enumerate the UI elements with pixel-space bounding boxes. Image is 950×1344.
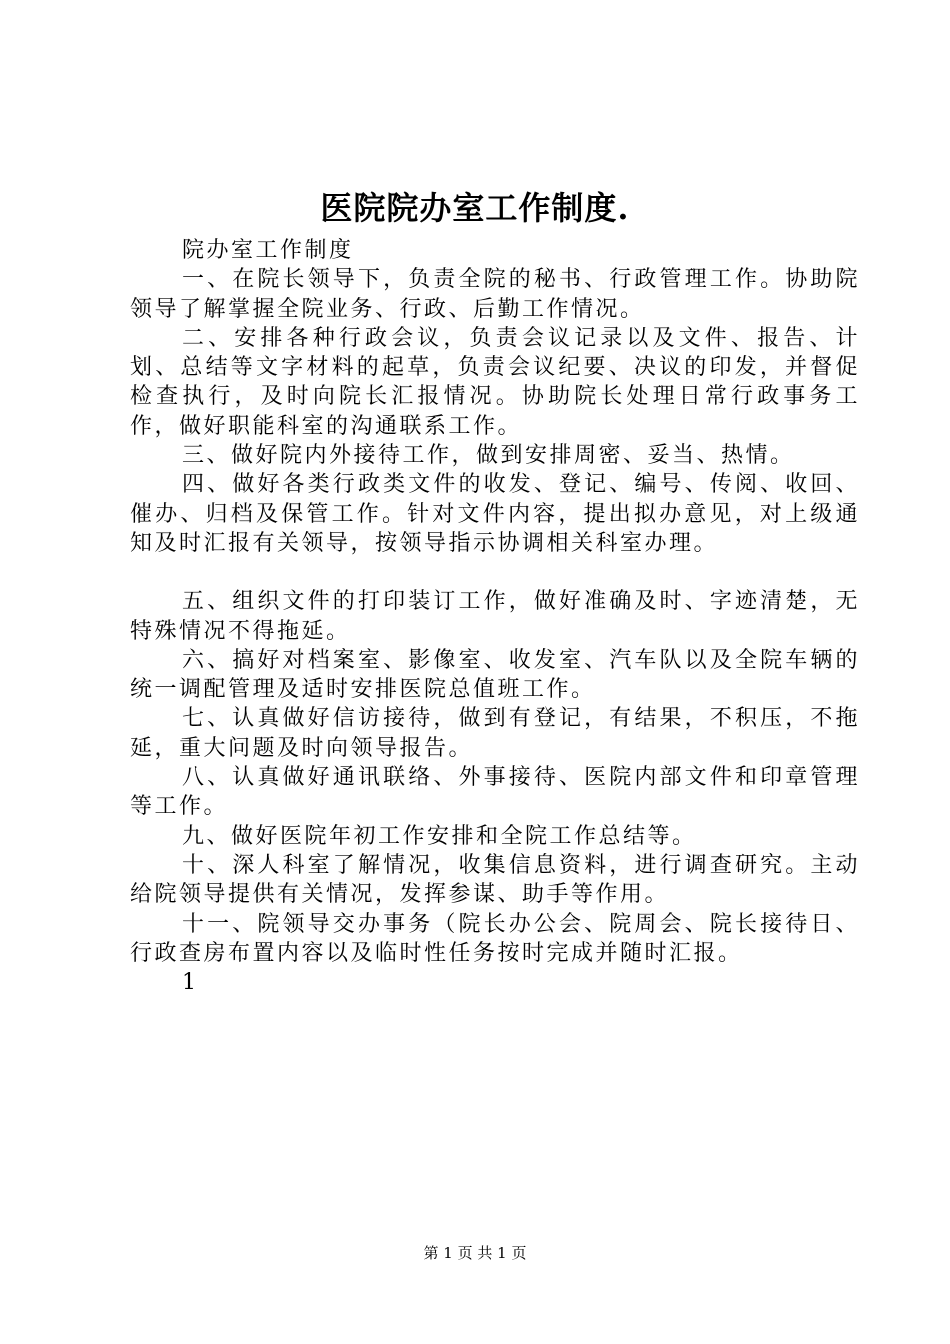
- paragraph-9: 九、做好医院年初工作安排和全院工作总结等。: [182, 823, 697, 849]
- page-footer: 第 1 页 共 1 页: [423, 1244, 527, 1262]
- paragraph-7: 七、认真做好信访接待，做到有登记，有结果，不积压，不拖延，重大问题及时向领导报告。: [130, 706, 860, 761]
- subheading: 院办室工作制度: [182, 238, 354, 263]
- paragraph-8: 八、认真做好通讯联络、外事接待、医院内部文件和印章管理等工作。: [130, 765, 860, 820]
- paragraph-5: 五、组织文件的打印装订工作，做好准确及时、字迹清楚，无特殊情况不得拖延。: [130, 589, 860, 644]
- paragraph-10: 十、深人科室了解情况，收集信息资料，进行调查研究。主动给院领导提供有关情况，发挥参谋、助手等作用。: [130, 852, 860, 908]
- document-body: [130, 236, 860, 997]
- paragraph-2: 二、安排各种行政会议，负责会议记录以及文件、报告、计划、总结等文字材料的起草，负责会议纪要、决议的印发，并督促检查执行，及时向院长汇报情况。协助院长处理日常行政事务工作，做好职能科室的沟通联系工作。: [130, 325, 860, 439]
- paragraph-6: 六、搞好对档案室、影像室、收发室、汽车队以及全院车辆的统一调配管理及适时安排医院总值班工作。: [130, 647, 860, 703]
- trailing-number: 1: [182, 970, 199, 996]
- paragraph-1: 一、在院长领导下，负责全院的秘书、行政管理工作。协助院领导了解掌握全院业务、行政、后勤工作情况。: [130, 267, 860, 322]
- paragraph-4: 四、做好各类行政类文件的收发、登记、编号、传阅、收回、催办、归档及保管工作。针对文件内容，提出拟办意见，对上级通知及时汇报有关领导，按领导指示协调相关科室办理。: [130, 472, 860, 556]
- document-title: 医院院办室工作制度.: [320, 189, 630, 227]
- paragraph-3: 三、做好院内外接待工作，做到安排周密、妥当、热情。: [182, 443, 795, 469]
- paragraph-11: 十一、院领导交办事务（院长办公会、院周会、院长接待日、行政查房布置内容以及临时性任务按时完成并随时汇报。: [130, 911, 860, 966]
